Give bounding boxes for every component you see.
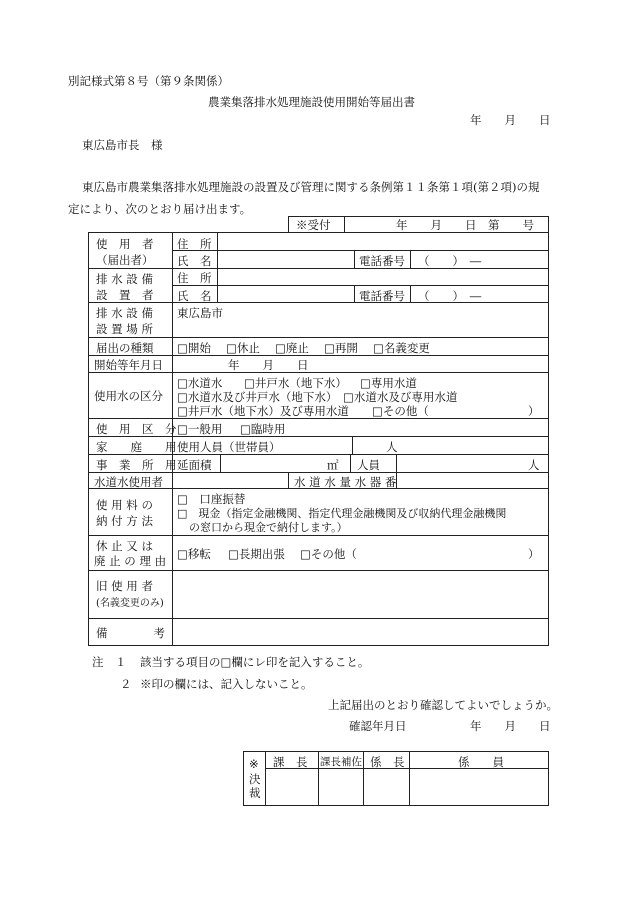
applicant-heading-2: （届出者） — [96, 253, 154, 267]
water-option-tap-private[interactable]: □水道水及び専用水道 — [343, 390, 458, 404]
location-value: 東広島市 — [177, 306, 223, 320]
payment-heading-1: 使 用 料 の — [96, 498, 153, 512]
notification-type-label: 届出の種類 — [96, 341, 154, 355]
water-source-label: 使用水の区分 — [94, 389, 163, 403]
water-option-other-close: ） — [528, 404, 540, 418]
note-2-number: ２ — [120, 677, 132, 691]
approval-col-section-chief: 課 長 — [273, 755, 308, 769]
water-option-other[interactable]: □その他（ — [372, 404, 429, 418]
reason-option-move[interactable]: □移転 — [177, 547, 211, 561]
applicant-name-label: 氏 名 — [177, 254, 212, 268]
reason-option-other[interactable]: □その他（ — [300, 547, 357, 561]
water-option-private[interactable]: □専用水道 — [360, 376, 417, 390]
installer-name-label: 氏 名 — [177, 289, 212, 303]
approval-col-staff: 係 員 — [458, 755, 504, 769]
approval-col-assistant-chief: 課長補佐 — [320, 756, 362, 768]
header-date: 年 月 日 — [470, 113, 551, 127]
water-meter-label: 水 道 水 量 水 器 番 — [294, 475, 397, 489]
approval-label-2: 裁 — [249, 786, 261, 800]
note-1: 該当する項目の□欄にレ印を記入すること。 — [140, 655, 370, 669]
installer-phone-format: （ ） ― — [418, 289, 482, 303]
confirmation-date: 年 月 日 — [470, 719, 551, 733]
water-option-well-private[interactable]: □井戸水（地下水）及び専用水道 — [177, 404, 349, 418]
location-heading-2: 設 置 場 所 — [96, 322, 153, 336]
household-value-label: 使用人員（世帯員） — [177, 440, 281, 454]
water-option-well[interactable]: □井戸水（地下水） — [244, 376, 347, 390]
installer-phone-label: 電話番号 — [359, 289, 405, 303]
usage-class-label: 使 用 区 分 — [96, 422, 177, 436]
business-area-unit: ㎡ — [327, 458, 339, 472]
approval-col-subsection-chief: 係 長 — [370, 755, 405, 769]
business-label: 事 業 所 用 — [96, 458, 177, 472]
page-title: 農業集落排水処理施設使用開始等届出書 — [208, 95, 415, 109]
applicant-address-label: 住 所 — [177, 237, 212, 251]
notification-option-resume[interactable]: □再開 — [324, 341, 358, 355]
location-heading-1: 排 水 設 備 — [96, 306, 153, 320]
installer-heading-1: 排 水 設 備 — [96, 272, 153, 286]
notification-option-suspend[interactable]: □休止 — [226, 341, 260, 355]
confirmation-text: 上記届出のとおり確認してよいでしょうか。 — [328, 698, 558, 712]
addressee: 東広島市長 様 — [82, 138, 163, 152]
notification-option-start[interactable]: □開始 — [177, 341, 211, 355]
business-people-unit: 人 — [528, 458, 540, 472]
approval-label-1: 決 — [249, 772, 261, 786]
notification-option-abolish[interactable]: □廃止 — [275, 341, 309, 355]
confirmation-date-label: 確認年月日 — [349, 719, 407, 733]
reason-heading-2: 廃 止 の 理 由 — [94, 554, 167, 568]
installer-heading-2: 設 置 者 — [96, 288, 154, 302]
payment-heading-2: 納 付 方 法 — [96, 514, 153, 528]
water-option-tap[interactable]: □水道水 — [177, 376, 223, 390]
household-unit: 人 — [386, 440, 398, 454]
applicant-phone-label: 電話番号 — [359, 254, 405, 268]
form-id: 別記様式第８号（第９条関係） — [68, 74, 229, 88]
reason-heading-1: 休 止 又 は — [96, 539, 153, 553]
remarks-label: 備 考 — [96, 626, 165, 640]
notification-option-rename[interactable]: □名義変更 — [373, 341, 430, 355]
start-date-value: 年 月 日 — [228, 358, 309, 372]
usage-option-general[interactable]: □一般用 — [177, 422, 223, 436]
water-user-label: 水道水使用者 — [94, 475, 163, 489]
receipt-label: ※受付 — [296, 218, 331, 232]
receipt-date: 年 月 日 第 号 — [396, 218, 534, 232]
usage-option-temporary[interactable]: □臨時用 — [240, 422, 286, 436]
reason-option-business-trip[interactable]: □長期出張 — [228, 547, 285, 561]
water-option-tap-well[interactable]: □水道水及び井戸水（地下水） — [177, 390, 338, 404]
start-date-label: 開始等年月日 — [94, 358, 163, 372]
approval-mark: ※ — [249, 757, 259, 771]
note-1-number: 注 １ — [92, 655, 127, 669]
business-area-label: 延面積 — [177, 458, 212, 472]
intro-line-2: 定により、次のとおり届け出ます。 — [68, 202, 252, 216]
intro-line-1: 東広島市農業集落排水処理施設の設置及び管理に関する条例第１１条第１項(第２項)の規 — [82, 180, 540, 194]
payment-option-transfer[interactable]: □ 口座振替 — [177, 492, 246, 506]
reason-option-close: ） — [528, 547, 540, 561]
household-label: 家 庭 用 — [96, 440, 177, 454]
installer-address-label: 住 所 — [177, 271, 212, 285]
payment-option-cash[interactable]: □ 現金（指定金融機関、指定代理金融機関及び収納代理金融機関 — [177, 507, 507, 520]
note-2: ※印の欄には、記入しないこと。 — [140, 677, 313, 691]
former-user-heading-2: (名義変更のみ) — [96, 598, 164, 609]
business-people-label: 人員 — [357, 458, 380, 472]
payment-option-cash-line2: の窓口から現金で納付します。） — [189, 521, 348, 534]
applicant-phone-format: （ ） ― — [418, 254, 482, 268]
applicant-heading-1: 使 用 者 — [96, 237, 154, 251]
former-user-heading-1: 旧 使 用 者 — [96, 579, 153, 593]
